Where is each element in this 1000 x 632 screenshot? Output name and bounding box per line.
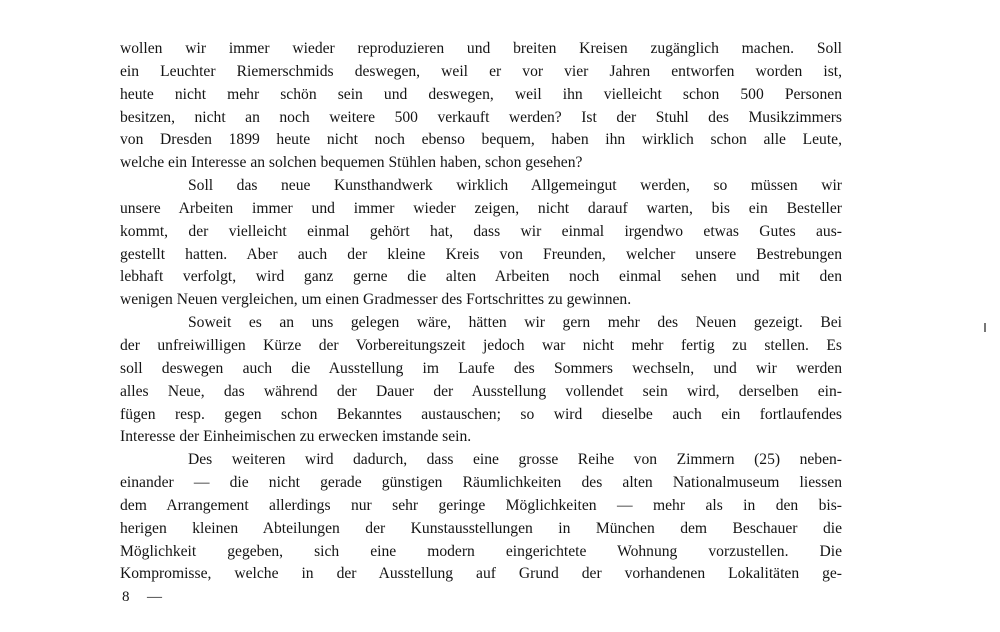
text-line: welche ein Interesse an solchen bequemen Stühlen haben, schon gesehen? (120, 154, 583, 172)
text-line: ein Leuchter Riemerschmids deswegen, weil er vor vier Jahren entworfen worden ist, (120, 62, 842, 80)
paragraph-first-line: Des weiteren wird dadurch, dass eine grosse Reihe von Zimmern (25) neben- (188, 451, 842, 469)
text-line: dem Arrangement allerdings nur sehr geringe Möglichkeiten — mehr als in den bis- (120, 496, 842, 514)
paragraph-first-line: Soweit es an uns gelegen wäre, hätten wir gern mehr des Neuen gezeigt. Bei (188, 314, 842, 332)
text-line: besitzen, nicht an noch weitere 500 verkauft werden? Ist der Stuhl des Musikzimmers (120, 108, 842, 126)
text-line: heute nicht mehr schön sein und deswegen, weil ihn vielleicht schon 500 Personen (120, 85, 842, 103)
text-line: wenigen Neuen vergleichen, um einen Gradmesser des Fortschrittes zu gewinnen. (120, 291, 632, 309)
page-footer (122, 589, 162, 606)
footer-dash: — (147, 589, 162, 605)
paragraph-first-line: Soll das neue Kunsthandwerk wirklich Allgemeingut werden, so müssen wir (188, 177, 842, 195)
text-line: der unfreiwilligen Kürze der Vorbereitungszeit jedoch war nicht mehr fertig zu stellen. Es (120, 336, 842, 354)
text-line: wollen wir immer wieder reproduzieren und breiten Kreisen zugänglich machen. Soll (120, 40, 842, 57)
text-line: gestellt hatten. Aber auch der kleine Kreis von Freunden, welcher unsere Bestrebungen (120, 245, 842, 263)
margin-mark (984, 323, 986, 332)
text-line: herigen kleinen Abteilungen der Kunstausstellungen in München dem Beschauer die (120, 519, 842, 537)
text-line: alles Neue, das während der Dauer der Ausstellung vollendet sein wird, derselben ein- (120, 382, 842, 400)
text-line: soll deswegen auch die Ausstellung im Laufe des Sommers wechseln, und wir werden (120, 359, 842, 377)
body-text (120, 38, 842, 586)
text-line: von Dresden 1899 heute nicht noch ebenso bequem, haben ihn wirklich schon alle Leute, (120, 131, 842, 149)
page-number: 8 (122, 589, 130, 605)
text-line: lebhaft verfolgt, wird ganz gerne die alten Arbeiten noch einmal sehen und mit den (120, 268, 842, 286)
text-line: Möglichkeit gegeben, sich eine modern eingerichtete Wohnung vorzustellen. Die (120, 542, 842, 560)
text-line: fügen resp. gegen schon Bekanntes austauschen; so wird dieselbe auch ein fortlaufendes (120, 405, 842, 423)
text-line: unsere Arbeiten immer und immer wieder zeigen, nicht darauf warten, bis ein Besteller (120, 199, 842, 217)
text-line: kommt, der vielleicht einmal gehört hat, dass wir einmal irgendwo etwas Gutes aus- (120, 222, 842, 240)
text-line: einander — die nicht gerade günstigen Räumlichkeiten des alten Nationalmuseum liessen (120, 474, 842, 492)
text-line: Kompromisse, welche in der Ausstellung auf Grund der vorhandenen Lokalitäten ge- (120, 565, 842, 583)
text-line: Interesse der Einheimischen zu erwecken imstande sein. (120, 428, 472, 446)
